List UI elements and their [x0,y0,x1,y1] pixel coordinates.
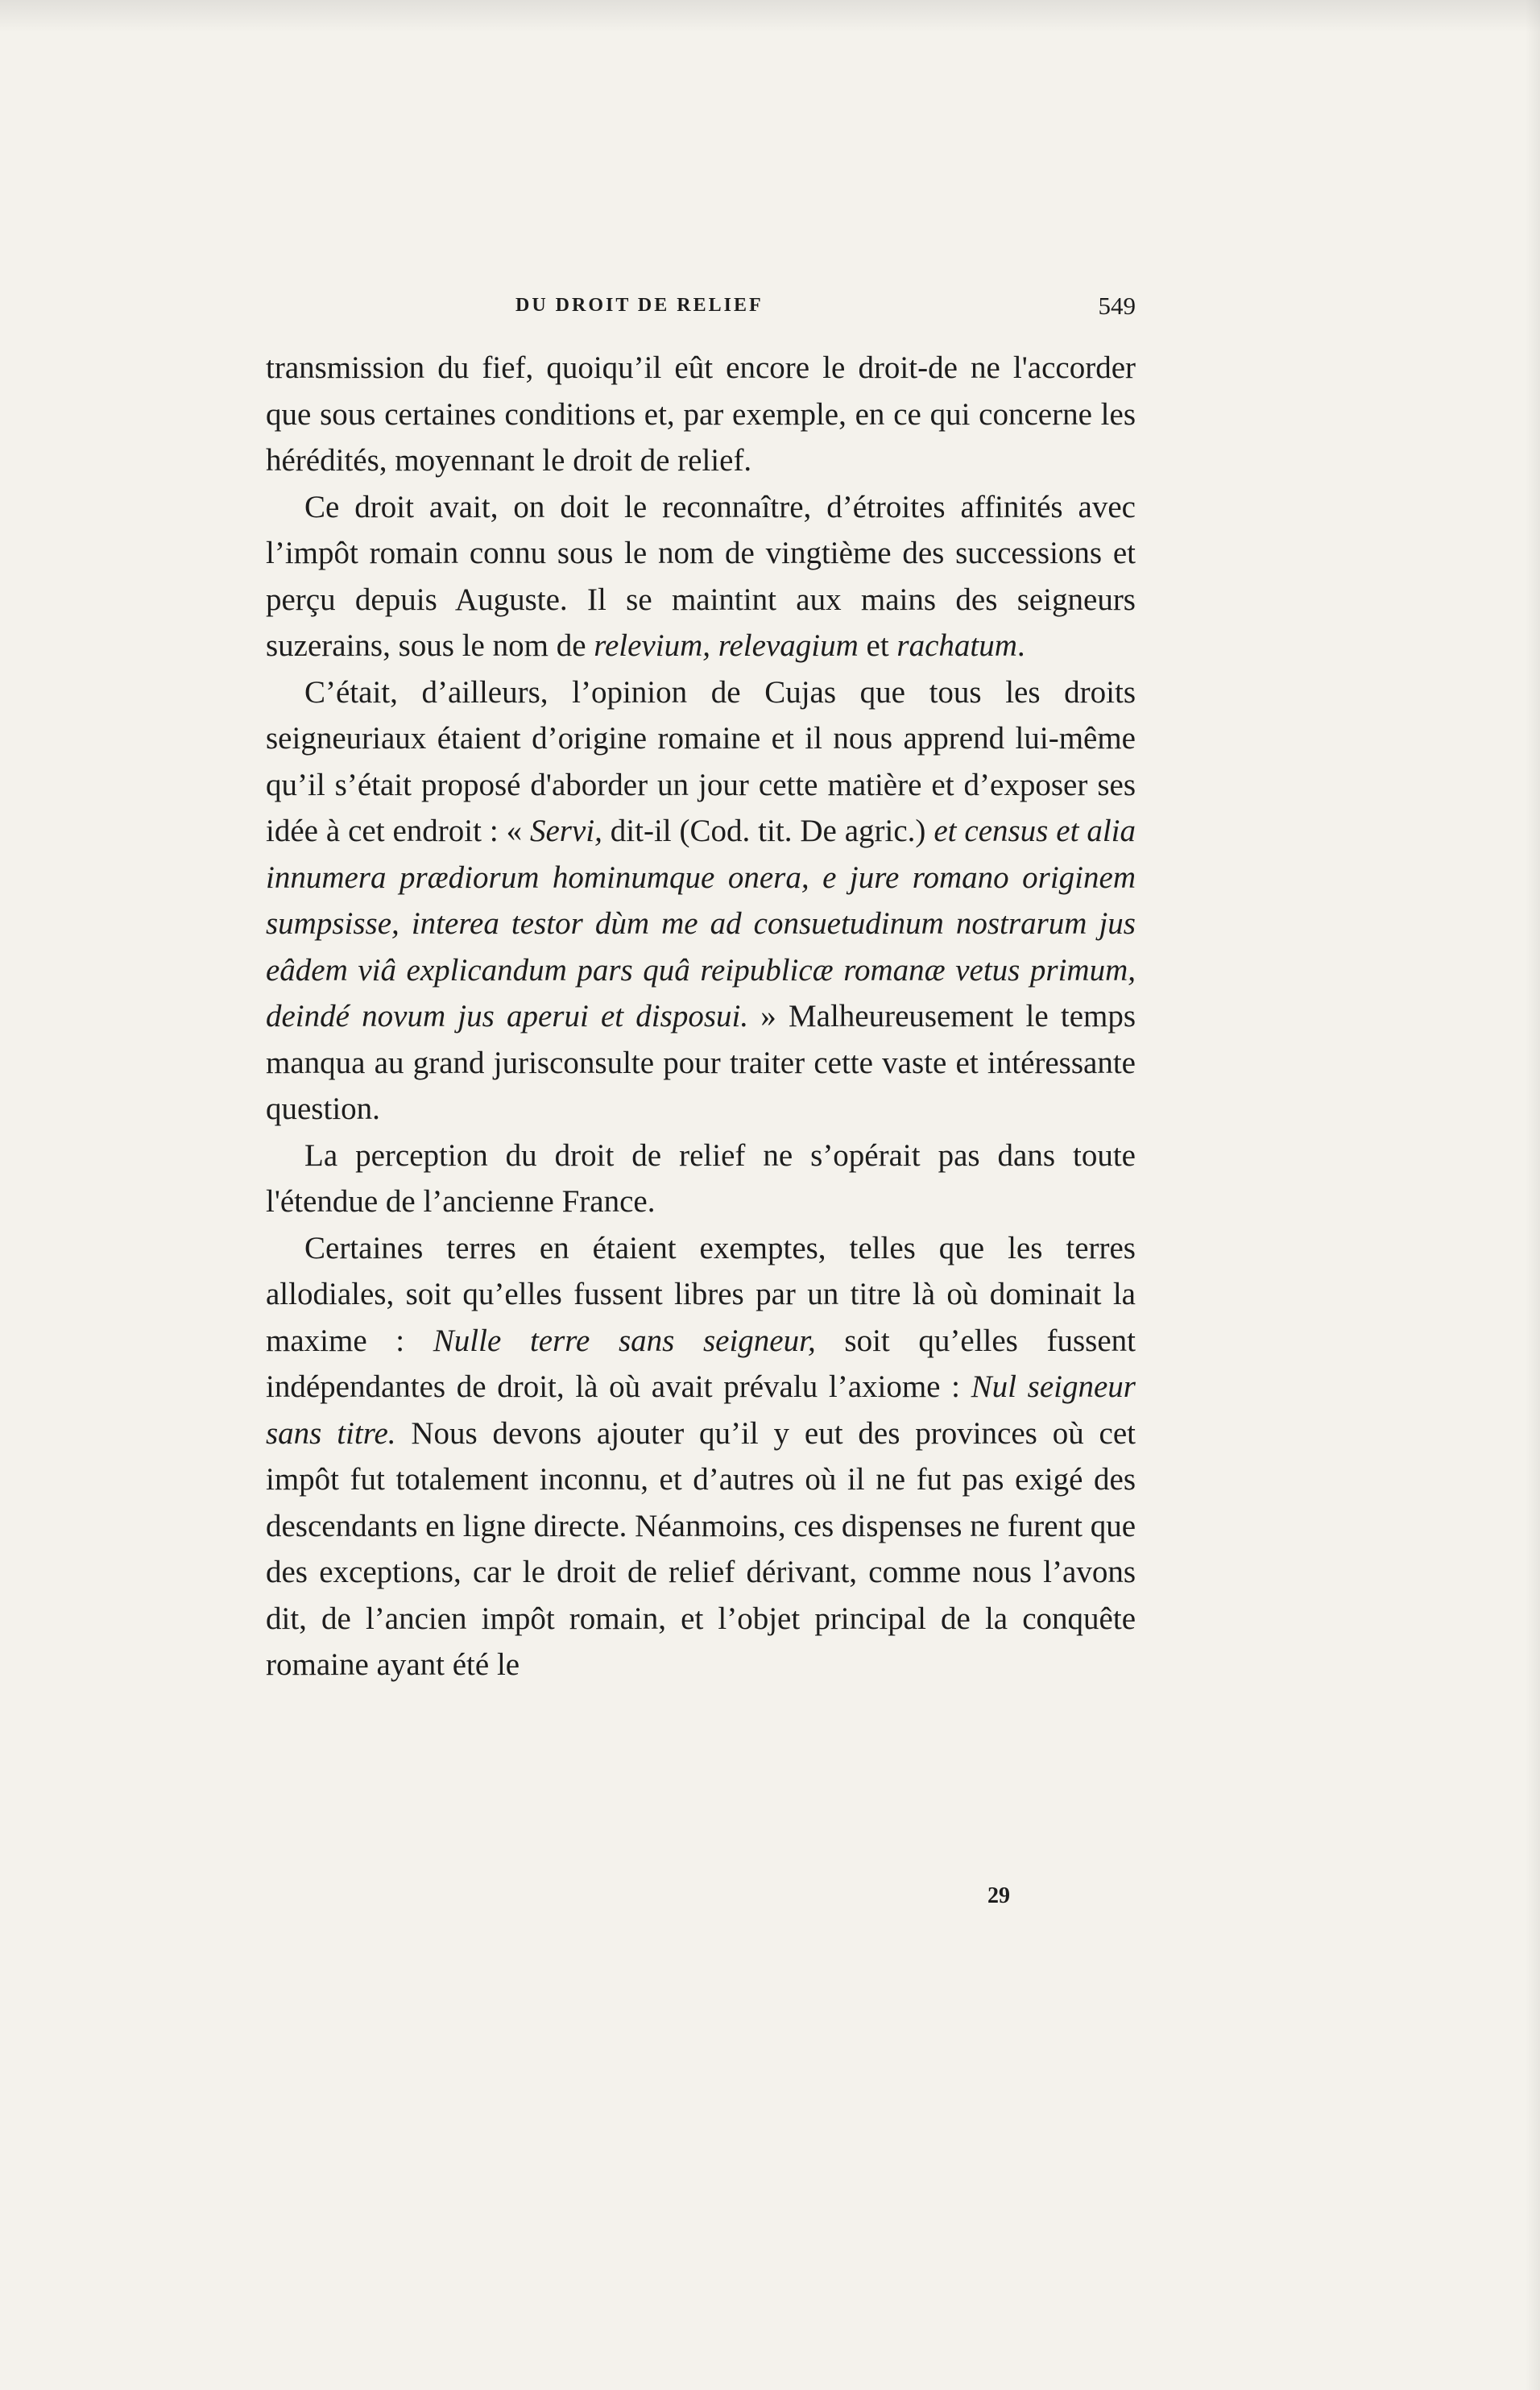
paragraph-3-text: C’était, d’ailleurs, l’opinion de Cujas que tous les droits seigneuriaux étaient d’origine romaine et il nous apprend lui-même qu’il s’était proposé d'aborder un jour cette matière et d’exposer ses idée à cet endroit : « [266,674,1136,848]
maxim-nulle-terre: Nulle terre sans seigneur, [433,1323,816,1358]
body-text [266,345,1136,1688]
paragraph-1-text: transmission du fief, quoiqu’il eût encore le droit-de ne l'accorder que sous certaines conditions et, par exemple, en ce qui concerne les hérédités, moyennant le droit de relief. [266,350,1136,478]
scan-top-edge [0,0,1540,32]
paragraph-5-middle: soit qu’elles fussent indépendantes de droit, là où avait prévalu l’axiome : [266,1323,1136,1404]
paragraph-2-end: . [1016,628,1025,663]
term-rachatum: rachatum [896,628,1017,663]
paragraph-3 [266,669,1136,1133]
maxim-nul-seigneur: Nul seigneur sans titre. [266,1369,1136,1451]
citation: dit-il (Cod. tit. De agric.) [602,814,934,848]
signature-mark: 29 [987,1883,1010,1908]
page-number: 549 [1098,292,1136,320]
running-title: DU DROIT DE RELIEF [515,295,764,316]
paragraph-3-end: » Malheureusement le temps manqua au grand jurisconsulte pour traiter cette vaste et intéressante question. [266,999,1136,1126]
paragraph-5-text: Certaines terres en étaient exemptes, telles que les terres allodiales, soit qu’elles fussent libres par un titre là où dominait la maxime : [266,1230,1136,1358]
quote-servi: Servi, [529,814,602,848]
term-relevagium: relevagium [718,628,859,663]
paragraph-5 [266,1225,1136,1688]
term-relevium: relevium, [594,628,711,663]
latin-quote: et census et alia innumera prædiorum hominumque onera, e jure romano originem sumpsisse, interea testor dùm me ad consuetudinum nostrarum jus eâdem viâ explicandum pars quâ reipublicæ romanæ vetus primum, deindé novum jus aperui et disposui. [266,814,1136,1033]
paragraph-4-text: La perception du droit de relief ne s’opérait pas dans toute l'étendue de l’ancienne France. [266,1137,1136,1219]
paragraph-5-end: Nous devons ajouter qu’il y eut des provinces où cet impôt fut totalement inconnu, et d’autres où il ne fut pas exigé des descendants en ligne directe. Néanmoins, ces dispenses ne furent que des exceptions, car le droit de relief dérivant, comme nous l’avons dit, de l’ancien impôt romain, et l’objet principal de la conquête romaine ayant été le [266,1415,1136,1682]
paragraph-2 [266,484,1136,669]
paragraph-1 [266,345,1136,484]
scan-right-edge [1526,0,1540,2390]
conjunction-et: et [858,628,897,663]
running-head [266,292,1136,327]
paragraph-4 [266,1133,1136,1225]
paragraph-2-text: Ce droit avait, on doit le reconnaître, d’étroites affinités avec l’impôt romain connu sous le nom de vingtième des successions et perçu depuis Auguste. Il se maintint aux mains des seigneurs suzerains, sous le nom de [266,489,1136,663]
